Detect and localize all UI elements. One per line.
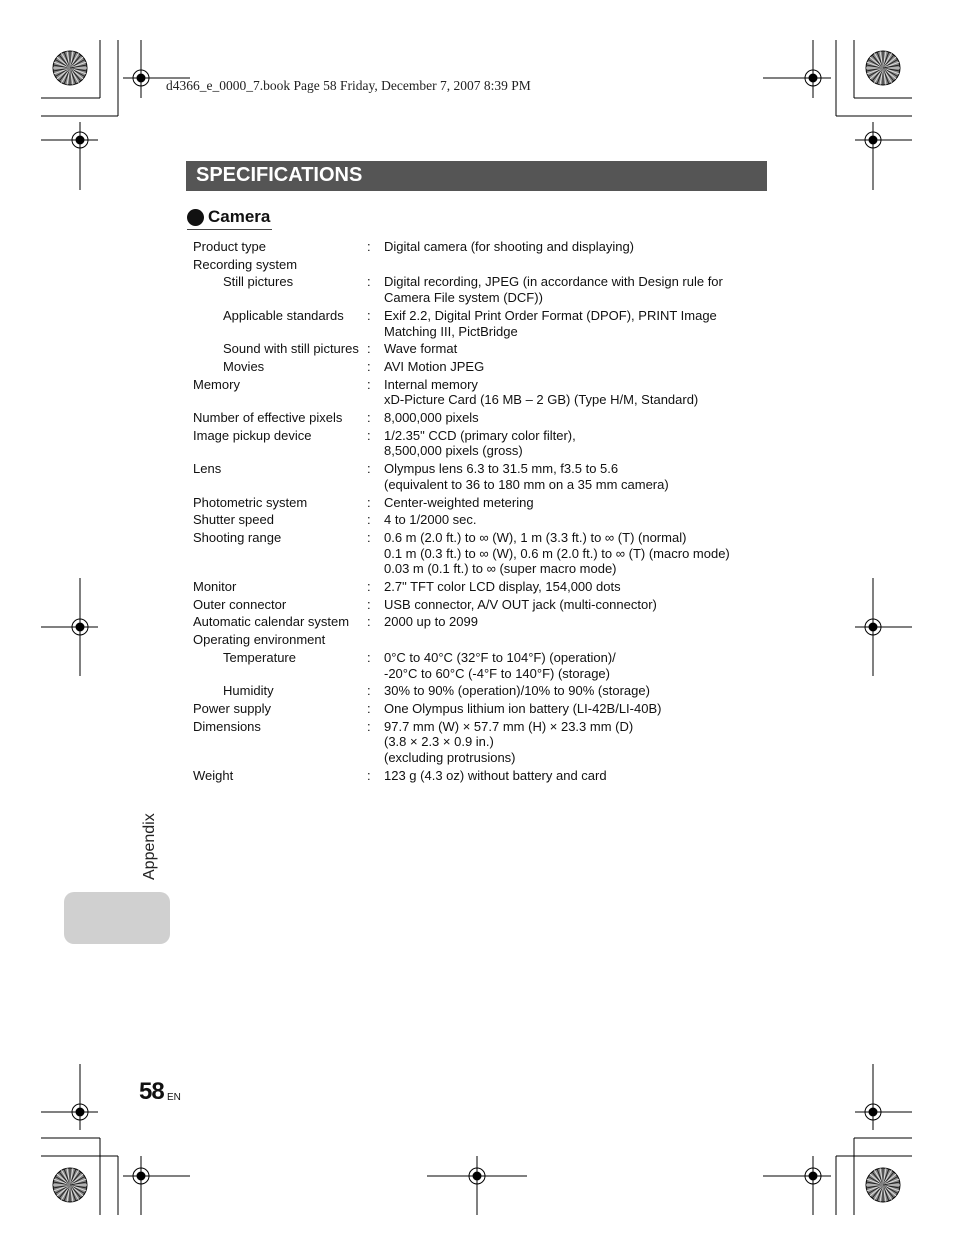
spec-value [384, 650, 773, 681]
spec-value-line: 1/2.35" CCD (primary color filter), [384, 427, 576, 443]
spec-row [193, 237, 773, 255]
spec-row [193, 255, 773, 273]
spec-colon [363, 632, 384, 648]
spec-colon: : [367, 410, 371, 426]
spec-label: Still pictures [223, 274, 294, 290]
spec-row [193, 510, 773, 528]
chapter-tab [64, 892, 170, 944]
spec-label: Applicable standards [223, 307, 344, 323]
star-target-mark [866, 51, 900, 85]
spec-value-line: Center-weighted metering [384, 494, 534, 510]
appendix-label: Appendix [141, 813, 158, 880]
spec-value-line: 8,500,000 pixels (gross) [384, 443, 523, 459]
spec-row [193, 339, 773, 357]
spec-value [384, 257, 773, 273]
spec-value [384, 614, 773, 630]
spec-label: Memory [193, 376, 240, 392]
spec-value-line: AVI Motion JPEG [384, 358, 485, 374]
spec-value-line: 2000 up to 2099 [384, 614, 478, 630]
spec-value-line: (equivalent to 36 to 180 mm on a 35 mm camera) [384, 476, 669, 492]
star-target-mark [53, 51, 87, 85]
spec-value [384, 341, 773, 357]
spec-row [193, 681, 773, 699]
spec-colon: : [367, 683, 371, 699]
page-number: 58 [139, 1078, 164, 1105]
spec-value-line: (3.8 × 2.3 × 0.9 in.) [384, 734, 494, 750]
spec-colon: : [367, 427, 371, 443]
spec-label: Number of effective pixels [193, 410, 343, 426]
spec-value [384, 597, 773, 613]
spec-row [193, 459, 773, 492]
spec-colon: : [367, 579, 371, 595]
spec-row [193, 426, 773, 459]
spec-colon: : [367, 596, 371, 612]
spec-value-line: 30% to 90% (operation)/10% to 90% (storage) [384, 683, 650, 699]
spec-label: Operating environment [193, 632, 326, 648]
spec-label: Movies [223, 358, 265, 374]
spec-label: Weight [193, 767, 234, 783]
page-title-bar [186, 161, 767, 191]
spec-row [193, 595, 773, 613]
spec-value-line: 4 to 1/2000 sec. [384, 512, 477, 528]
bullet-icon [187, 209, 204, 226]
spec-row [193, 375, 773, 408]
spec-colon: : [367, 614, 371, 630]
spec-value-line: 8,000,000 pixels [384, 410, 479, 426]
spec-colon: : [367, 649, 371, 665]
page-title: SPECIFICATIONS [196, 164, 363, 186]
spec-row [193, 493, 773, 511]
spec-value [384, 377, 773, 408]
spec-value-line: 0°C to 40°C (32°F to 104°F) (operation)/ [384, 649, 616, 665]
spec-label: Image pickup device [193, 427, 312, 443]
page-language: EN [167, 1092, 181, 1103]
spec-value-line: 0.1 m (0.3 ft.) to ∞ (W), 0.6 m (2.0 ft.) to ∞ (T) (macro mode) [384, 545, 730, 561]
spec-label: Dimensions [193, 718, 261, 734]
spec-row [193, 630, 773, 648]
spec-value-line: Exif 2.2, Digital Print Order Format (DPOF), PRINT Image [384, 307, 717, 323]
spec-label: Sound with still pictures [223, 341, 359, 357]
spec-label: Shooting range [193, 529, 282, 545]
specifications-table [193, 237, 773, 784]
spec-value [384, 530, 773, 577]
spec-value-line: Olympus lens 6.3 to 31.5 mm, f3.5 to 5.6 [384, 461, 619, 477]
spec-row [193, 577, 773, 595]
spec-row [193, 306, 773, 339]
spec-label: Monitor [193, 579, 237, 595]
spec-value [384, 308, 773, 339]
spec-colon: : [367, 274, 371, 290]
section-heading [187, 205, 272, 230]
spec-row [193, 272, 773, 305]
spec-row [193, 766, 773, 784]
spec-value-line: (excluding protrusions) [384, 750, 516, 766]
spec-label: Shutter speed [193, 512, 274, 528]
spec-value-line: 0.6 m (2.0 ft.) to ∞ (W), 1 m (3.3 ft.) to ∞ (T) (normal) [384, 529, 687, 545]
spec-value-line: Internal memory [384, 376, 478, 392]
spec-value-line: -20°C to 60°C (-4°F to 140°F) (storage) [384, 665, 610, 681]
spec-value-line: 0.03 m (0.1 ft.) to ∞ (super macro mode) [384, 561, 617, 577]
spec-label: Power supply [193, 700, 272, 716]
spec-colon: : [367, 376, 371, 392]
spec-label: Outer connector [193, 596, 287, 612]
spec-value [384, 461, 773, 492]
spec-value [384, 701, 773, 717]
spec-label: Recording system [193, 256, 298, 272]
spec-row [193, 699, 773, 717]
spec-value [384, 683, 773, 699]
spec-label: Temperature [223, 649, 296, 665]
spec-colon: : [367, 461, 371, 477]
spec-colon: : [367, 767, 371, 783]
spec-value [384, 274, 773, 305]
spec-colon: : [367, 341, 371, 357]
spec-colon: : [367, 512, 371, 528]
spec-label: Photometric system [193, 494, 308, 510]
spec-value-line: 2.7" TFT color LCD display, 154,000 dots [384, 579, 621, 595]
book-header-line: d4366_e_0000_7.book Page 58 Friday, December 7, 2007 8:39 PM [166, 78, 531, 93]
spec-value-line: 97.7 mm (W) × 57.7 mm (H) × 23.3 mm (D) [384, 718, 634, 734]
spec-colon [363, 257, 384, 273]
spec-label: Product type [193, 239, 266, 254]
spec-value [384, 410, 773, 426]
spec-value [384, 579, 773, 595]
spec-value-line: One Olympus lithium ion battery (LI-42B/LI-40B) [384, 700, 662, 716]
spec-row [193, 717, 773, 766]
spec-value-line: USB connector, A/V OUT jack (multi-connector) [384, 596, 657, 612]
spec-value-line: xD-Picture Card (16 MB – 2 GB) (Type H/M, Standard) [384, 392, 699, 408]
spec-colon: : [367, 358, 371, 374]
spec-value [384, 239, 773, 255]
spec-colon: : [367, 718, 371, 734]
spec-value-line: Matching III, PictBridge [384, 323, 518, 339]
section-title: Camera [208, 207, 271, 226]
star-target-mark [53, 1168, 87, 1202]
spec-row [193, 528, 773, 577]
star-target-mark [866, 1168, 900, 1202]
spec-colon: : [367, 529, 371, 545]
spec-row [193, 408, 773, 426]
spec-value [384, 428, 773, 459]
spec-row [193, 648, 773, 681]
spec-row [193, 357, 773, 375]
spec-label: Automatic calendar system [193, 614, 350, 630]
spec-colon: : [367, 700, 371, 716]
spec-value [384, 719, 773, 766]
spec-value [384, 512, 773, 528]
spec-value-line: Digital camera (for shooting and displaying) [384, 239, 635, 254]
spec-label: Humidity [223, 683, 274, 699]
spec-colon: : [367, 494, 371, 510]
spec-row [193, 612, 773, 630]
spec-value [384, 359, 773, 375]
spec-value [384, 768, 773, 784]
spec-colon: : [367, 307, 371, 323]
spec-value [384, 632, 773, 648]
spec-label: Lens [193, 461, 222, 477]
spec-colon: : [367, 239, 371, 254]
spec-value-line: Wave format [384, 341, 458, 357]
spec-value [384, 495, 773, 511]
spec-value-line: 123 g (4.3 oz) without battery and card [384, 767, 607, 783]
spec-value-line: Camera File system (DCF)) [384, 290, 543, 306]
spec-value-line: Digital recording, JPEG (in accordance with Design rule for [384, 274, 723, 290]
appendix-side-label [141, 806, 161, 882]
